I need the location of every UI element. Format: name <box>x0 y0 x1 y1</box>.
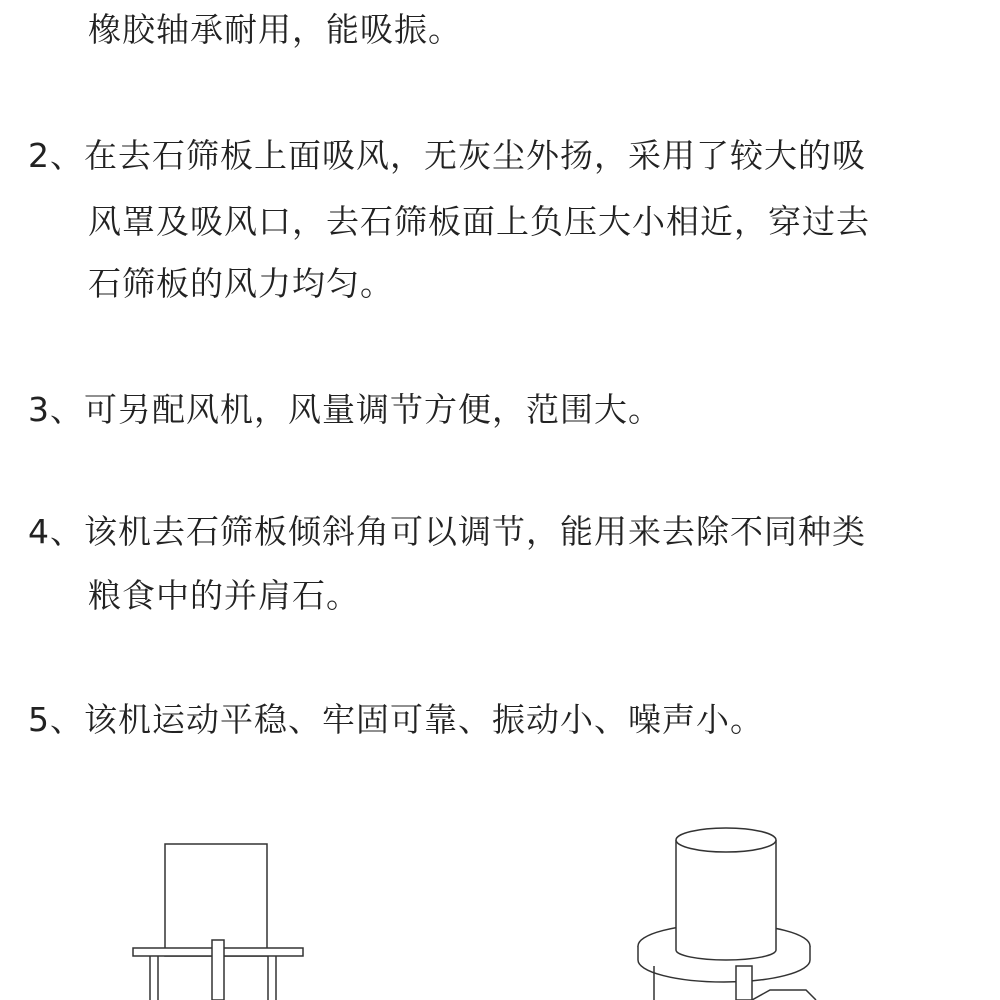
paragraph-2-line-2: 风罩及吸风口，去石筛板面上负压大小相近，穿过去 <box>88 202 870 241</box>
left-machine-drawing <box>133 844 303 1000</box>
paragraph-4-line-2: 粮食中的并肩石。 <box>88 576 360 615</box>
paragraph-3-line-1: 3、可另配风机，风量调节方便，范围大。 <box>28 390 662 429</box>
paragraph-4-line-1: 4、该机去石筛板倾斜角可以调节，能用来去除不同种类 <box>28 512 866 551</box>
paragraph-2-line-1: 2、在去石筛板上面吸风，无灰尘外扬，采用了较大的吸 <box>28 136 866 175</box>
machine-illustration <box>0 800 1000 1000</box>
paragraph-5-line-1: 5、该机运动平稳、牢固可靠、振动小、噪声小。 <box>28 700 764 739</box>
right-machine-drawing <box>638 828 816 1000</box>
paragraph-2-line-3: 石筛板的风力均匀。 <box>88 264 394 303</box>
paragraph-1-line-1: 橡胶轴承耐用，能吸振。 <box>88 10 462 49</box>
